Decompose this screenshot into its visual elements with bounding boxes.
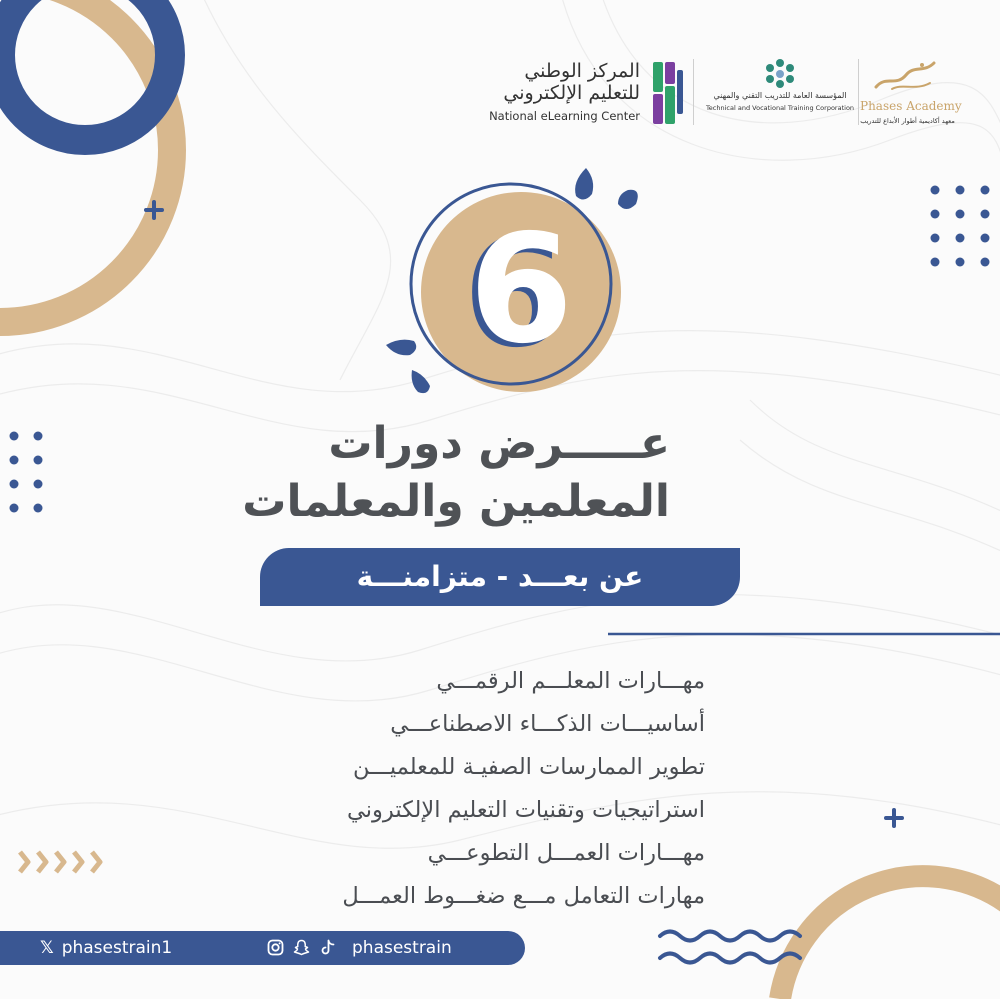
course-item: مهارات التعامل مـــع ضغـــوط العمـــل xyxy=(342,883,705,909)
ncel-arabic-line2: للتعليم الإلكتروني xyxy=(503,82,640,104)
phases-english-name: Phases Academy xyxy=(860,99,962,113)
tvtc-english-name: Technical and Vocational Training Corporation xyxy=(705,104,855,112)
phases-arabic-name: معهد أكاديمية أطوار الأبداع للتدريب xyxy=(860,117,955,125)
partner-logos xyxy=(490,55,960,135)
title-line-1: عـــــرض دورات xyxy=(328,418,670,469)
ncel-logo xyxy=(490,60,685,130)
x-handle: phasestrain1 xyxy=(61,938,173,958)
phases-calligraphy-icon xyxy=(872,57,942,95)
ncel-arabic-line1: المركز الوطني xyxy=(524,60,640,82)
social-bar xyxy=(0,931,525,965)
ncel-english-name: National eLearning Center xyxy=(489,109,640,123)
social-icons xyxy=(267,939,347,957)
tvtc-logo xyxy=(705,55,855,135)
logo-separator xyxy=(858,59,859,125)
tvtc-emblem-icon xyxy=(760,57,800,91)
beige-ring xyxy=(0,0,172,322)
logo-separator xyxy=(693,59,694,125)
course-item: استراتيجيات وتقنيات التعليم الإلكتروني xyxy=(347,797,705,823)
course-item: مهـــارات العمـــل التطوعـــي xyxy=(427,840,705,866)
course-list xyxy=(290,660,705,918)
title-line-2: المعلمين والمعلمات xyxy=(242,476,670,527)
x-icon: 𝕏 xyxy=(40,938,54,958)
delivery-mode-text: عن بعـــد - متزامنـــة xyxy=(356,560,644,593)
chevrons-decoration xyxy=(20,852,100,872)
wave-decoration xyxy=(660,932,800,963)
course-item: تطوير الممارسات الصفيـة للمعلميـــن xyxy=(353,754,705,780)
phases-academy-logo xyxy=(860,55,962,135)
delivery-mode-banner xyxy=(260,548,740,606)
snapchat-icon[interactable] xyxy=(293,939,310,956)
course-item: مهـــارات المعلـــم الرقمـــي xyxy=(436,668,705,694)
beige-arc xyxy=(780,876,1000,999)
instagram-icon[interactable] xyxy=(267,939,284,956)
badge-number: 6 xyxy=(468,203,574,377)
course-item: أساسيـــات الذكـــاء الاصطناعـــي xyxy=(390,711,705,737)
x-account[interactable] xyxy=(40,931,172,965)
tvtc-arabic-name: المؤسسة العامة للتدريب التقني والمهني xyxy=(713,91,847,100)
ncel-emblem-icon xyxy=(651,60,685,126)
social-handle[interactable]: phasestrain xyxy=(352,938,452,958)
tiktok-icon[interactable] xyxy=(319,939,336,956)
